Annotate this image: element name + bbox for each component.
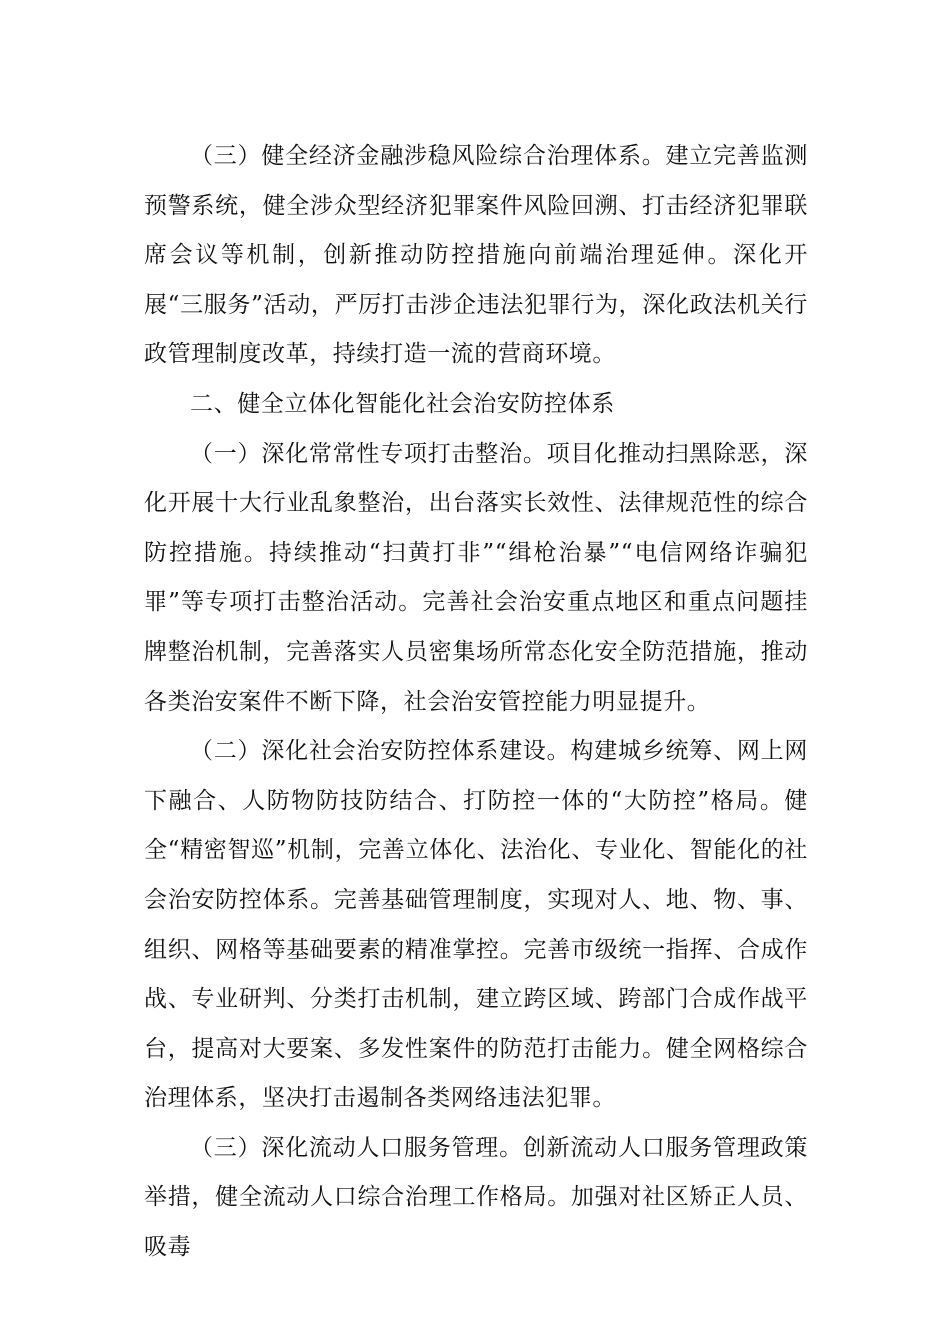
paragraph-prevention-system: （二）深化社会治安防控体系建设。构建城乡统筹、网上网下融合、人防物防技防结合、打防控一体的“大防控”格局。健全“精密智巡”机制，完善立体化、法治化、专业化、智能化的社会治安防控体系。完善基础管理制度，实现对人、地、物、事、组织、网格等基础要素的精准掌控。完善市级统一指挥、合成作战、专业研判、分类打击机制，建立跨区域、跨部门合成作战平台，提高对大要案、多发性案件的防范打击能力。健全网格综合治理体系，坚决打击遏制各类网络违法犯罪。 [144, 738, 808, 1112]
section-heading-security-system: 二、健全立体化智能化社会治安防控体系 [190, 390, 615, 417]
paragraph-special-crackdown: （一）深化常常性专项打击整治。项目化推动扫黑除恶，深化开展十大行业乱象整治，出台落实长效性、法律规范性的综合防控措施。持续推动“扫黄打非”“缉枪治暴”“电信网络诈骗犯罪”等专项打击整治活动。完善社会治安重点地区和重点问题挂牌整治机制，完善落实人员密集场所常态化安全防范措施，推动各类治安案件不断下降，社会治安管控能力明显提升。 [144, 440, 808, 715]
paragraph-economic-finance-risk: （三）健全经济金融涉稳风险综合治理体系。建立完善监测预警系统，健全涉众型经济犯罪案件风险回溯、打击经济犯罪联席会议等机制，创新推动防控措施向前端治理延伸。深化开展“三服务”活动，严厉打击涉企违法犯罪行为，深化政法机关行政管理制度改革，持续打造一流的营商环境。 [144, 143, 808, 368]
document-body [144, 132, 808, 1273]
paragraph-floating-population: （三）深化流动人口服务管理。创新流动人口服务管理政策举措，健全流动人口综合治理工作格局。加强对社区矫正人员、吸毒 [144, 1134, 808, 1261]
